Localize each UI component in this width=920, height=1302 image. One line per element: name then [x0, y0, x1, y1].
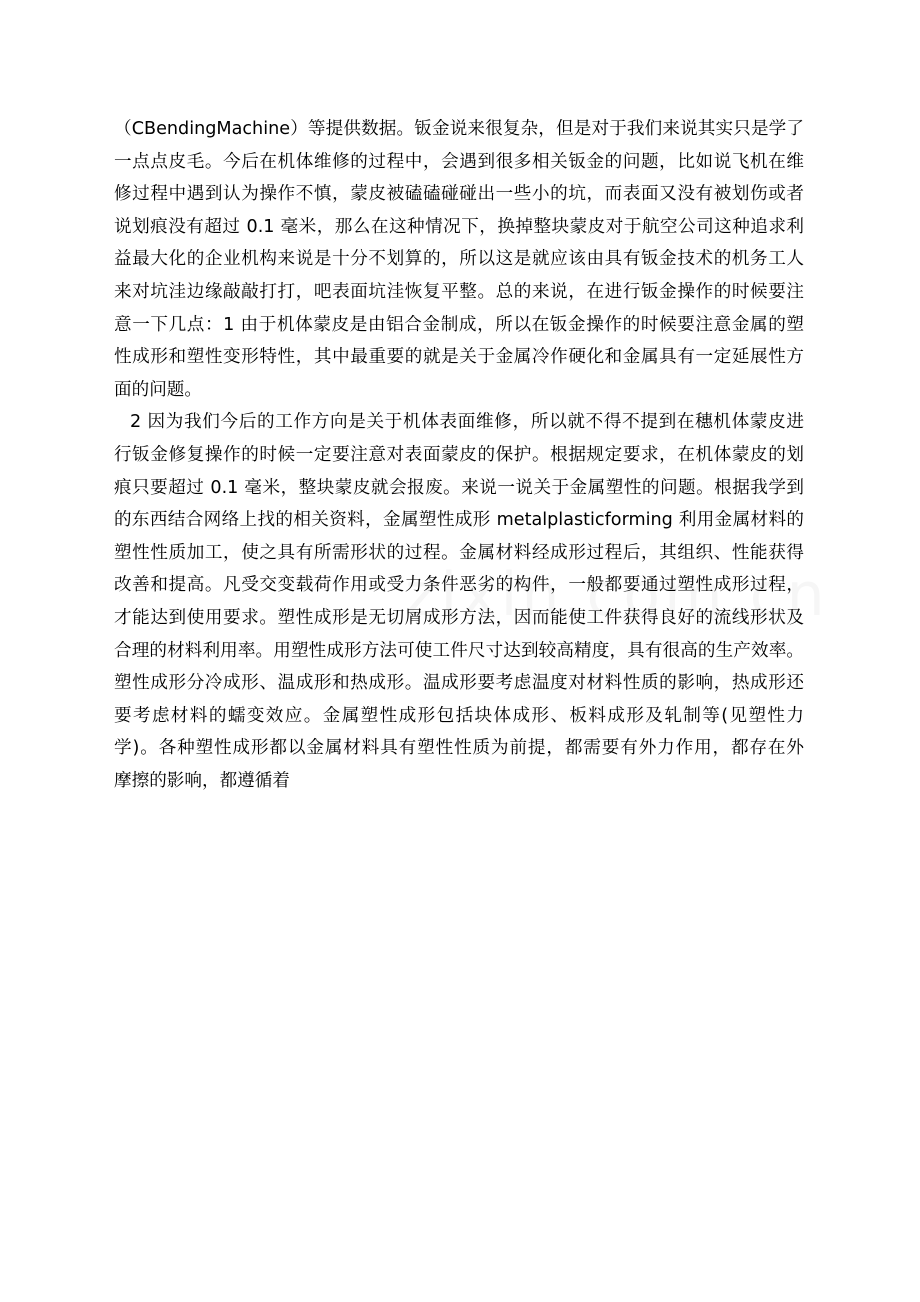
text-line: 面的问题。 [114, 379, 202, 400]
text-line: 学)。各种塑性成形都以金属材料具有塑性性质为前提，都需要有外力作用，都存在外 [114, 738, 804, 759]
text-line: 来对坑洼边缘敲敲打打，吧表面坑洼恢复平整。总的来说，在进行钣金操作的时候要注 [114, 281, 804, 302]
text-line: 性成形和塑性变形特性，其中最重要的就是关于金属冷作硬化和金属具有一定延展性方 [114, 347, 804, 368]
document-body [114, 113, 804, 797]
text-line: 摩擦的影响，都遵循着 [114, 770, 290, 791]
text-line: 益最大化的企业机构来说是十分不划算的，所以这是就应该由具有钣金技术的机务工人 [114, 249, 804, 270]
text-line: 塑性成形分冷成形、温成形和热成形。温成形要考虑温度对材料性质的影响，热成形还 [114, 673, 804, 694]
watermark [405, 560, 829, 630]
text-line: 塑性性质加工，使之具有所需形状的过程。金属材料经成形过程后，其组织、性能获得 [114, 542, 804, 563]
text-line: 合理的材料利用率。用塑性成形方法可使工件尺寸达到较高精度，具有很高的生产效率。 [114, 640, 804, 661]
text-line: 要考虑材料的蠕变效应。金属塑性成形包括块体成形、板料成形及轧制等(见塑性力 [114, 705, 804, 726]
text-line: 改善和提高。凡受交变载荷作用或受力条件恶劣的构件，一般都要通过塑性成形过程， [114, 575, 804, 596]
text-line: 的东西结合网络上找的相关资料，金属塑性成形 metalplasticforming 利用金属材料的 [114, 510, 804, 531]
text-line: 意一下几点：1 由于机体蒙皮是由铝合金制成，所以在钣金操作的时候要注意金属的塑 [114, 314, 804, 335]
text-line: （CBendingMachine）等提供数据。钣金说来很复杂，但是对于我们来说其实只是学了 [114, 119, 804, 139]
text-line: 一点点皮毛。今后在机体维修的过程中，会遇到很多相关钣金的问题，比如说飞机在维 [114, 151, 804, 172]
text-line: 行钣金修复操作的时候一定要注意对表面蒙皮的保护。根据规定要求，在机体蒙皮的划 [114, 444, 804, 465]
text-line: 修过程中遇到认为操作不慎，蒙皮被磕磕碰碰出一些小的坑，而表面又没有被划伤或者 [114, 184, 804, 205]
text-line: 说划痕没有超过 0.1 毫米，那么在这种情况下，换掉整块蒙皮对于航空公司这种追求利 [114, 216, 804, 237]
text-line: 才能达到使用要求。塑性成形是无切屑成形方法，因而能使工件获得良好的流线形状及 [114, 607, 804, 628]
paragraph-1 [114, 113, 804, 406]
text-line: 2 因为我们今后的工作方向是关于机体表面维修，所以就不得不提到在穗机体蒙皮进 [130, 412, 804, 433]
text-line: 痕只要超过 0.1 毫米，整块蒙皮就会报废。来说一说关于金属塑性的问题。根据我学到 [114, 477, 804, 498]
